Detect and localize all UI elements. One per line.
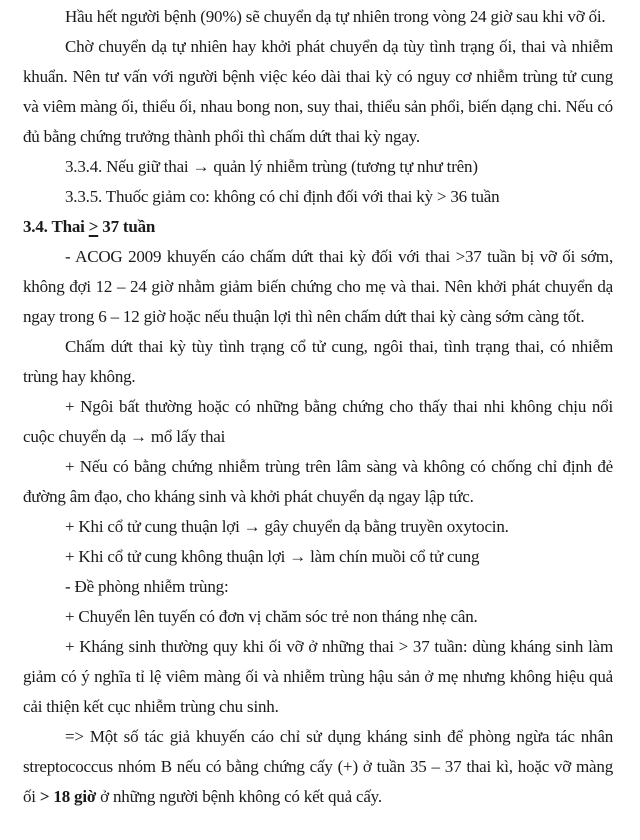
item-favorable-cervix: + Khi cổ tử cung thuận lợi → gây chuyển dạ bằng truyền oxytocin. xyxy=(65,517,509,536)
conclusion-bold-18-hours: > 18 giờ xyxy=(39,787,97,806)
item-transfer-neonatal-unit: + Chuyển lên tuyến có đơn vị chăm sóc trẻ non tháng nhẹ cân. xyxy=(65,607,478,626)
item-routine-antibiotics: + Kháng sinh thường quy khi ối vỡ ở những thai > 37 tuần: dùng kháng sinh làm giảm có ý nghĩa tỉ lệ viêm màng ối và nhiễm trùng hậu sản ở mẹ nhưng không hiệu quả cải thiện kết cục nhiễm trùng chu sinh. xyxy=(23,637,613,716)
conclusion-post: ở những người bệnh không có kết quả cấy. xyxy=(96,787,382,806)
para-termination-factors: Chấm dứt thai kỳ tùy tình trạng cổ tử cung, ngôi thai, tình trạng thai, có nhiễm trùng hay không. xyxy=(23,337,613,386)
item-infection-prevention: - Đề phòng nhiễm trùng: xyxy=(65,577,229,596)
para-acog-recommendation: - ACOG 2009 khuyến cáo chấm dứt thai kỳ đối với thai >37 tuần bị vỡ ối sớm, không đợi 12 – 24 giờ nhằm giảm biến chứng cho mẹ và thai. Nên khởi phát chuyển dạ ngay trong 6 – 12 giờ hoặc nếu thuận lợi thì nên chấm dứt thai kỳ càng sớm càng tốt. xyxy=(23,247,613,326)
heading-3-4-term-pregnancy xyxy=(23,212,613,242)
item-clinical-infection: + Nếu có bằng chứng nhiễm trùng trên lâm sàng và không có chống chỉ định đẻ đường âm đạo, cho kháng sinh và khởi phát chuyển dạ ngay lập tức. xyxy=(23,457,613,506)
para-gbs-conclusion xyxy=(23,722,613,812)
greater-equal-symbol: > xyxy=(88,217,99,236)
item-3-3-4-keep-pregnancy: 3.3.4. Nếu giữ thai → quản lý nhiễm trùng (tương tự như trên) xyxy=(65,157,478,176)
item-3-3-5-tocolytics: 3.3.5. Thuốc giảm co: không có chỉ định đối với thai kỳ > 36 tuần xyxy=(65,187,500,206)
item-abnormal-presentation: + Ngôi bất thường hoặc có những bằng chứng cho thấy thai nhi không chịu nổi cuộc chuyển dạ → mổ lấy thai xyxy=(23,397,613,446)
conclusion-pre: => Một số tác giả khuyến cáo chỉ sử dụng kháng sinh để phòng ngừa tác nhân streptococcus nhóm B nếu có bằng chứng cấy (+) ở tuần 35 – 37 thai kì, hoặc vỡ màng ối xyxy=(23,727,613,806)
para-spontaneous-labor: Hầu hết người bệnh (90%) sẽ chuyển dạ tự nhiên trong vòng 24 giờ sau khi vỡ ối. xyxy=(65,7,606,26)
para-expectant-management: Chờ chuyển dạ tự nhiên hay khởi phát chuyển dạ tùy tình trạng ối, thai và nhiễm khuẩn. Nên tư vấn với người bệnh việc kéo dài thai kỳ có nguy cơ nhiễm trùng tử cung và viêm màng ối, thiểu ối, nhau bong non, suy thai, thiểu sản phổi, biến dạng chi. Nếu có đủ bằng chứng trưởng thành phổi thì chấm dứt thai kỳ ngay. xyxy=(23,37,613,146)
heading-suffix: 37 tuần xyxy=(98,217,156,236)
item-unfavorable-cervix: + Khi cổ tử cung không thuận lợi → làm chín muồi cổ tử cung xyxy=(65,547,480,566)
heading-prefix: 3.4. Thai xyxy=(23,217,89,236)
